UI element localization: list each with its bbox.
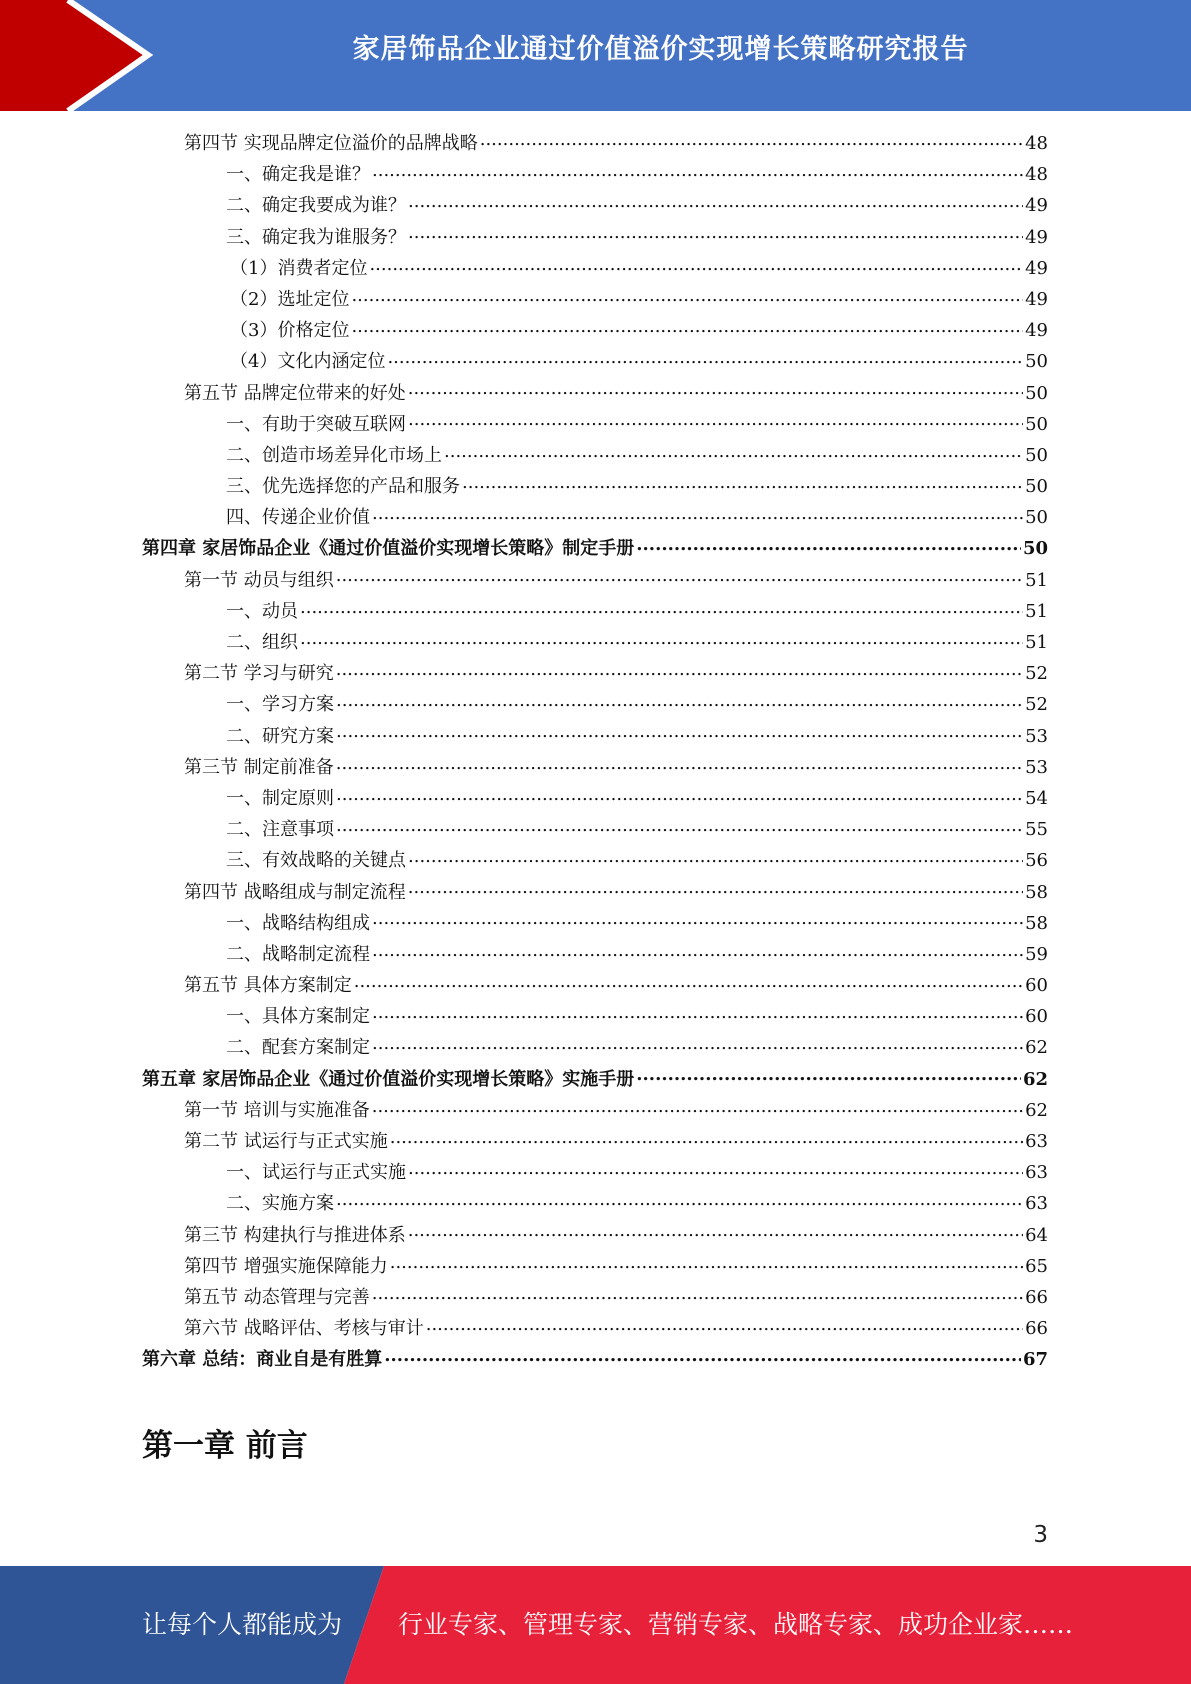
toc-entry-page: 67 — [1022, 1349, 1048, 1371]
toc-dot-leader — [636, 536, 1021, 554]
toc-dot-leader — [636, 1067, 1021, 1085]
toc-dot-leader — [390, 1254, 1023, 1272]
toc-entry[interactable] — [142, 783, 1048, 814]
toc-entry-title: 第三节 构建执行与推进体系 — [184, 1224, 406, 1246]
toc-entry-title: 一、制定原则 — [226, 787, 334, 809]
toc-dot-leader — [408, 848, 1023, 866]
toc-entry-page: 66 — [1025, 1286, 1048, 1308]
toc-entry-title: 第六节 战略评估、考核与审计 — [184, 1318, 424, 1340]
toc-entry[interactable] — [142, 409, 1048, 440]
toc-entry-title: 第一节 动员与组织 — [184, 569, 334, 591]
toc-entry-title: 一、试运行与正式实施 — [226, 1162, 406, 1184]
toc-entry-title: 二、配套方案制定 — [226, 1037, 370, 1059]
toc-entry[interactable] — [142, 752, 1048, 783]
toc-entry[interactable] — [142, 315, 1048, 346]
toc-entry[interactable] — [142, 440, 1048, 471]
footer-slogan-right: 行业专家、管理专家、营销专家、战略专家、成功企业家…… — [398, 1610, 1074, 1639]
toc-dot-leader — [426, 1316, 1023, 1334]
toc-dot-leader — [372, 1004, 1023, 1022]
header-title: 家居饰品企业通过价值溢价实现增长策略研究报告 — [352, 34, 969, 65]
toc-entry-title: 第六章 总结：商业自是有胜算 — [142, 1349, 383, 1371]
toc-dot-leader — [408, 193, 1023, 211]
toc-entry[interactable] — [142, 1220, 1048, 1251]
toc-entry[interactable] — [142, 689, 1048, 720]
toc-entry-page: 63 — [1025, 1193, 1048, 1215]
toc-entry-page: 50 — [1025, 382, 1048, 404]
toc-dot-leader — [369, 256, 1023, 274]
toc-entry-title: 二、组织 — [226, 632, 298, 653]
toc-entry-page: 53 — [1025, 756, 1048, 778]
toc-dot-leader — [408, 412, 1023, 430]
footer-slogan-left: 让每个人都能成为 — [142, 1610, 343, 1639]
toc-entry-page: 56 — [1025, 850, 1048, 872]
toc-dot-leader — [351, 287, 1023, 305]
toc-entry[interactable] — [142, 1126, 1048, 1157]
toc-entry-page: 48 — [1025, 133, 1048, 154]
toc-entry-title: 二、实施方案 — [226, 1193, 334, 1215]
toc-entry-title: 二、创造市场差异化市场上 — [226, 444, 442, 466]
toc-entry-page: 55 — [1025, 819, 1048, 841]
toc-entry[interactable] — [142, 596, 1048, 627]
toc-dot-leader — [480, 131, 1023, 149]
toc-dot-leader — [336, 568, 1023, 586]
toc-entry-title: 二、确定我要成为谁？ — [226, 195, 406, 217]
toc-dot-leader — [372, 1285, 1023, 1303]
toc-entry[interactable] — [142, 1313, 1048, 1344]
toc-entry[interactable] — [142, 1032, 1048, 1063]
toc-entry-title: 第二节 学习与研究 — [184, 663, 334, 685]
toc-dot-leader — [390, 1129, 1023, 1147]
toc-entry-page: 51 — [1025, 632, 1048, 653]
toc-dot-leader — [372, 505, 1023, 523]
toc-dot-leader — [336, 1191, 1023, 1209]
toc-entry-page: 58 — [1025, 881, 1048, 903]
toc-entry[interactable] — [142, 845, 1048, 876]
toc-dot-leader — [408, 225, 1023, 243]
page-header — [0, 0, 1191, 111]
toc-dot-leader — [387, 349, 1023, 367]
toc-entry[interactable] — [142, 877, 1048, 908]
chapter-heading: 第一章 前言 — [142, 1428, 308, 1464]
toc-dot-leader — [336, 724, 1023, 742]
toc-entry[interactable] — [142, 1251, 1048, 1282]
toc-entry-page: 59 — [1025, 943, 1048, 965]
toc-entry-page: 62 — [1025, 1099, 1048, 1121]
toc-entry-title: 第五节 品牌定位带来的好处 — [184, 382, 406, 404]
toc-entry-page: 52 — [1025, 663, 1048, 685]
toc-entry-title: 第三节 制定前准备 — [184, 756, 334, 778]
toc-entry[interactable] — [142, 159, 1048, 190]
toc-dot-leader — [300, 599, 1023, 617]
toc-entry-page: 62 — [1025, 1037, 1048, 1059]
toc-dot-leader — [384, 1347, 1021, 1365]
toc-entry-page: 62 — [1022, 1068, 1048, 1090]
toc-entry-page: 52 — [1025, 694, 1048, 716]
toc-entry-title: （4）文化内涵定位 — [230, 351, 386, 373]
toc-dot-leader — [336, 755, 1023, 773]
toc-entry-page: 63 — [1025, 1131, 1048, 1152]
toc-entry[interactable] — [142, 908, 1048, 939]
toc-entry-title: 三、确定我为谁服务？ — [226, 226, 406, 248]
toc-entry[interactable] — [142, 1095, 1048, 1126]
toc-entry-title: 一、学习方案 — [226, 694, 334, 716]
toc-entry-page: 50 — [1022, 538, 1048, 560]
toc-entry[interactable] — [142, 1188, 1048, 1219]
toc-entry-page: 50 — [1025, 413, 1048, 435]
toc-entry[interactable] — [142, 721, 1048, 752]
table-of-contents — [142, 128, 1048, 1376]
toc-entry[interactable] — [142, 128, 1048, 159]
toc-entry[interactable] — [142, 533, 1048, 564]
toc-entry-page: 60 — [1025, 1006, 1048, 1028]
page-number: 3 — [1033, 1522, 1048, 1548]
toc-entry-page: 66 — [1025, 1318, 1048, 1340]
toc-entry-page: 49 — [1025, 320, 1048, 342]
toc-entry-title: 第五节 动态管理与完善 — [184, 1286, 370, 1308]
toc-entry-page: 54 — [1025, 787, 1048, 809]
toc-entry[interactable] — [142, 939, 1048, 970]
toc-entry-title: 一、具体方案制定 — [226, 1006, 370, 1028]
toc-entry-title: 第五节 具体方案制定 — [184, 975, 352, 997]
toc-dot-leader — [351, 318, 1023, 336]
toc-dot-leader — [336, 786, 1023, 804]
toc-entry-page: 63 — [1025, 1162, 1048, 1184]
toc-dot-leader — [462, 474, 1023, 492]
toc-dot-leader — [372, 1098, 1023, 1116]
toc-dot-leader — [336, 817, 1023, 835]
toc-entry-page: 50 — [1025, 507, 1048, 529]
toc-entry[interactable] — [142, 378, 1048, 409]
toc-dot-leader — [372, 1035, 1023, 1053]
toc-dot-leader — [372, 911, 1023, 929]
toc-entry-title: 第四节 增强实施保障能力 — [184, 1255, 388, 1277]
toc-entry-title: 三、有效战略的关键点 — [226, 850, 406, 872]
toc-entry-title: 三、优先选择您的产品和服务 — [226, 476, 460, 498]
toc-entry-page: 65 — [1025, 1255, 1048, 1277]
toc-entry-title: （1）消费者定位 — [230, 257, 368, 279]
toc-entry-page: 48 — [1025, 164, 1048, 186]
toc-entry-page: 49 — [1025, 226, 1048, 248]
toc-dot-leader — [372, 162, 1023, 180]
toc-entry-page: 49 — [1025, 195, 1048, 217]
toc-entry-page: 49 — [1025, 257, 1048, 279]
toc-entry[interactable] — [142, 658, 1048, 689]
toc-entry[interactable] — [142, 346, 1048, 377]
toc-entry-title: 二、战略制定流程 — [226, 943, 370, 965]
toc-entry-title: 一、动员 — [226, 600, 298, 622]
toc-entry[interactable] — [142, 1282, 1048, 1313]
toc-entry[interactable] — [142, 253, 1048, 284]
toc-entry-title: （3）价格定位 — [230, 320, 350, 342]
page-footer — [0, 1566, 1191, 1684]
toc-entry[interactable] — [142, 1157, 1048, 1188]
toc-entry-page: 60 — [1025, 975, 1048, 997]
toc-entry-page: 58 — [1025, 912, 1048, 934]
toc-entry-title: 二、注意事项 — [226, 819, 334, 841]
toc-entry-page: 51 — [1025, 600, 1048, 622]
toc-entry[interactable] — [142, 1064, 1048, 1095]
toc-dot-leader — [300, 630, 1023, 648]
toc-dot-leader — [336, 692, 1023, 710]
toc-entry[interactable] — [142, 502, 1048, 533]
toc-entry[interactable] — [142, 471, 1048, 502]
toc-entry-title: 一、战略结构组成 — [226, 912, 370, 934]
toc-entry[interactable] — [142, 627, 1048, 658]
toc-entry-page: 64 — [1025, 1224, 1048, 1246]
toc-entry[interactable] — [142, 970, 1048, 1001]
toc-entry-title: 一、有助于突破互联网 — [226, 413, 406, 435]
toc-entry-title: 二、研究方案 — [226, 725, 334, 747]
toc-dot-leader — [408, 1160, 1023, 1178]
toc-entry-page: 51 — [1025, 569, 1048, 591]
toc-entry-title: 四、传递企业价值 — [226, 507, 370, 529]
toc-entry[interactable] — [142, 190, 1048, 221]
toc-entry[interactable] — [142, 1344, 1048, 1375]
toc-dot-leader — [372, 942, 1023, 960]
toc-entry-title: 第四节 战略组成与制定流程 — [184, 881, 406, 903]
toc-dot-leader — [336, 661, 1023, 679]
toc-entry-title: 第一节 培训与实施准备 — [184, 1099, 370, 1121]
toc-entry-title: 第二节 试运行与正式实施 — [184, 1131, 388, 1152]
toc-entry[interactable] — [142, 284, 1048, 315]
toc-entry-page: 49 — [1025, 288, 1048, 310]
toc-entry-page: 53 — [1025, 725, 1048, 747]
toc-entry-title: 第五章 家居饰品企业《通过价值溢价实现增长策略》实施手册 — [142, 1068, 635, 1090]
toc-entry[interactable] — [142, 814, 1048, 845]
toc-dot-leader — [408, 1223, 1023, 1241]
toc-dot-leader — [444, 443, 1023, 461]
toc-entry-title: 一、确定我是谁？ — [226, 164, 370, 186]
toc-entry-page: 50 — [1025, 351, 1048, 373]
toc-dot-leader — [408, 880, 1023, 898]
toc-dot-leader — [408, 381, 1023, 399]
toc-dot-leader — [354, 973, 1023, 991]
toc-entry-title: 第四章 家居饰品企业《通过价值溢价实现增长策略》制定手册 — [142, 538, 635, 560]
toc-entry[interactable] — [142, 222, 1048, 253]
toc-entry-title: （2）选址定位 — [230, 288, 350, 310]
toc-entry-page: 50 — [1025, 476, 1048, 498]
toc-entry[interactable] — [142, 1001, 1048, 1032]
toc-entry-page: 50 — [1025, 444, 1048, 466]
toc-entry[interactable] — [142, 565, 1048, 596]
toc-entry-title: 第四节 实现品牌定位溢价的品牌战略 — [184, 133, 478, 154]
